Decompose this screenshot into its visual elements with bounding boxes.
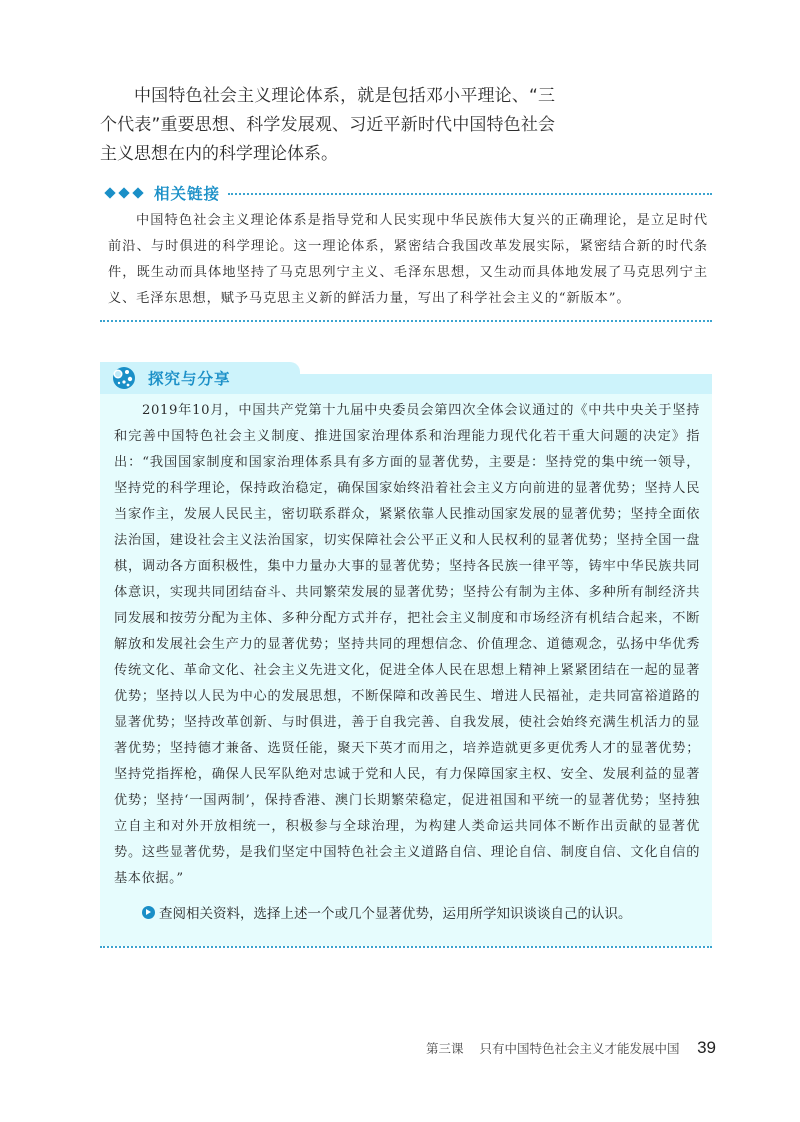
footer-lesson: 第三课 bbox=[426, 1041, 464, 1056]
explore-body bbox=[100, 394, 712, 946]
related-link-text: 中国特色社会主义理论体系是指导党和人民实现中华民族伟大复兴的正确理论，是立足时代前沿、与时俱进的科学理论。这一理论体系，紧密结合我国改革发展实际，紧密结合新的时代条件，既生动而具体地坚持了马克思列宁主义、毛泽东思想，又生动而具体地发展了马克思列宁主义、毛泽东思想，赋予马克思主义新的鲜活力量，写出了科学社会主义的“新版本”。 bbox=[108, 213, 708, 306]
page-number: 39 bbox=[697, 1038, 716, 1057]
dotted-divider bbox=[100, 946, 712, 948]
diamond-icon bbox=[132, 187, 143, 198]
diamond-icon bbox=[118, 187, 129, 198]
explore-header bbox=[112, 366, 231, 390]
explore-share-section bbox=[100, 362, 712, 950]
globe-icon bbox=[112, 366, 136, 390]
dotted-divider bbox=[228, 193, 712, 195]
related-link-section bbox=[100, 182, 712, 322]
intro-paragraph bbox=[100, 82, 555, 169]
related-link-title: 相关链接 bbox=[154, 185, 221, 203]
footer-title: 只有中国特色社会主义才能发展中国 bbox=[479, 1041, 680, 1056]
related-link-header bbox=[100, 182, 712, 204]
explore-text: 2019年10月，中国共产党第十九届中央委员会第四次全体会议通过的《中共中央关于坚持和完善中国特色社会主义制度、推进国家治理体系和治理能力现代化若干重大问题的决定》指出：“我国国家制度和国家治理体系具有多方面的显著优势，主要是：坚持党的集中统一领导，坚持党的科学理论，保持政治稳定，确保国家始终沿着社会主义方向前进的显著优势；坚持人民当家作主，发展人民民主，密切联系群众，紧紧依靠人民推动国家发展的显著优势；坚持全面依法治国，建设社会主义法治国家，切实保障社会公平正义和人民权利的显著优势；坚持全国一盘棋，调动各方面积极性，集中力量办大事的显著优势；坚持各民族一律平等，铸牢中华民族共同体意识，实现共同团结奋斗、共同繁荣发展的显著优势；坚持公有制为主体、多种所有制经济共同发展和按劳分配为主体、多种分配方式并存，把社会主义制度和市场经济有机结合起来，不断解放和发展社会生产力的显著优势；坚持共同的理想信念、价值理念、道德观念，弘扬中华优秀传统文化、革命文化、社会主义先进文化，促进全体人民在思想上精神上紧紧团结在一起的显著优势；坚持以人民为中心的发展思想，不断保障和改善民生、增进人民福祉，走共同富裕道路的显著优势；坚持改革创新、与时俱进，善于自我完善、自我发展，使社会始终充满生机活力的显著优势；坚持德才兼备、选贤任能，聚天下英才而用之，培养造就更多更优秀人才的显著优势；坚持党指挥枪，确保人民军队绝对忠诚于党和人民，有力保障国家主权、安全、发展利益的显著优势；坚持‘一国两制’，保持香港、澳门长期繁荣稳定，促进祖国和平统一的显著优势；坚持独立自主和对外开放相统一，积极参与全球治理，为构建人类命运共同体不断作出贡献的显著优势。这些显著优势，是我们坚定中国特色社会主义道路自信、理论自信、制度自信、文化自信的基本依据。” bbox=[114, 403, 700, 886]
explore-task bbox=[142, 902, 632, 922]
explore-text-block bbox=[114, 398, 700, 892]
diamond-icon bbox=[104, 187, 115, 198]
arrow-circle-icon bbox=[142, 906, 155, 919]
page-footer bbox=[426, 1038, 716, 1058]
task-text: 查阅相关资料，选择上述一个或几个显著优势，运用所学知识谈谈自己的认识。 bbox=[159, 906, 632, 922]
dotted-divider bbox=[100, 320, 712, 322]
explore-title: 探究与分享 bbox=[148, 370, 231, 388]
intro-text: 中国特色社会主义理论体系，就是包括邓小平理论、“三个代表”重要思想、科学发展观、习近平新时代中国特色社会主义思想在内的科学理论体系。 bbox=[100, 86, 555, 164]
diamond-icons bbox=[106, 189, 142, 197]
related-link-body bbox=[100, 208, 712, 312]
